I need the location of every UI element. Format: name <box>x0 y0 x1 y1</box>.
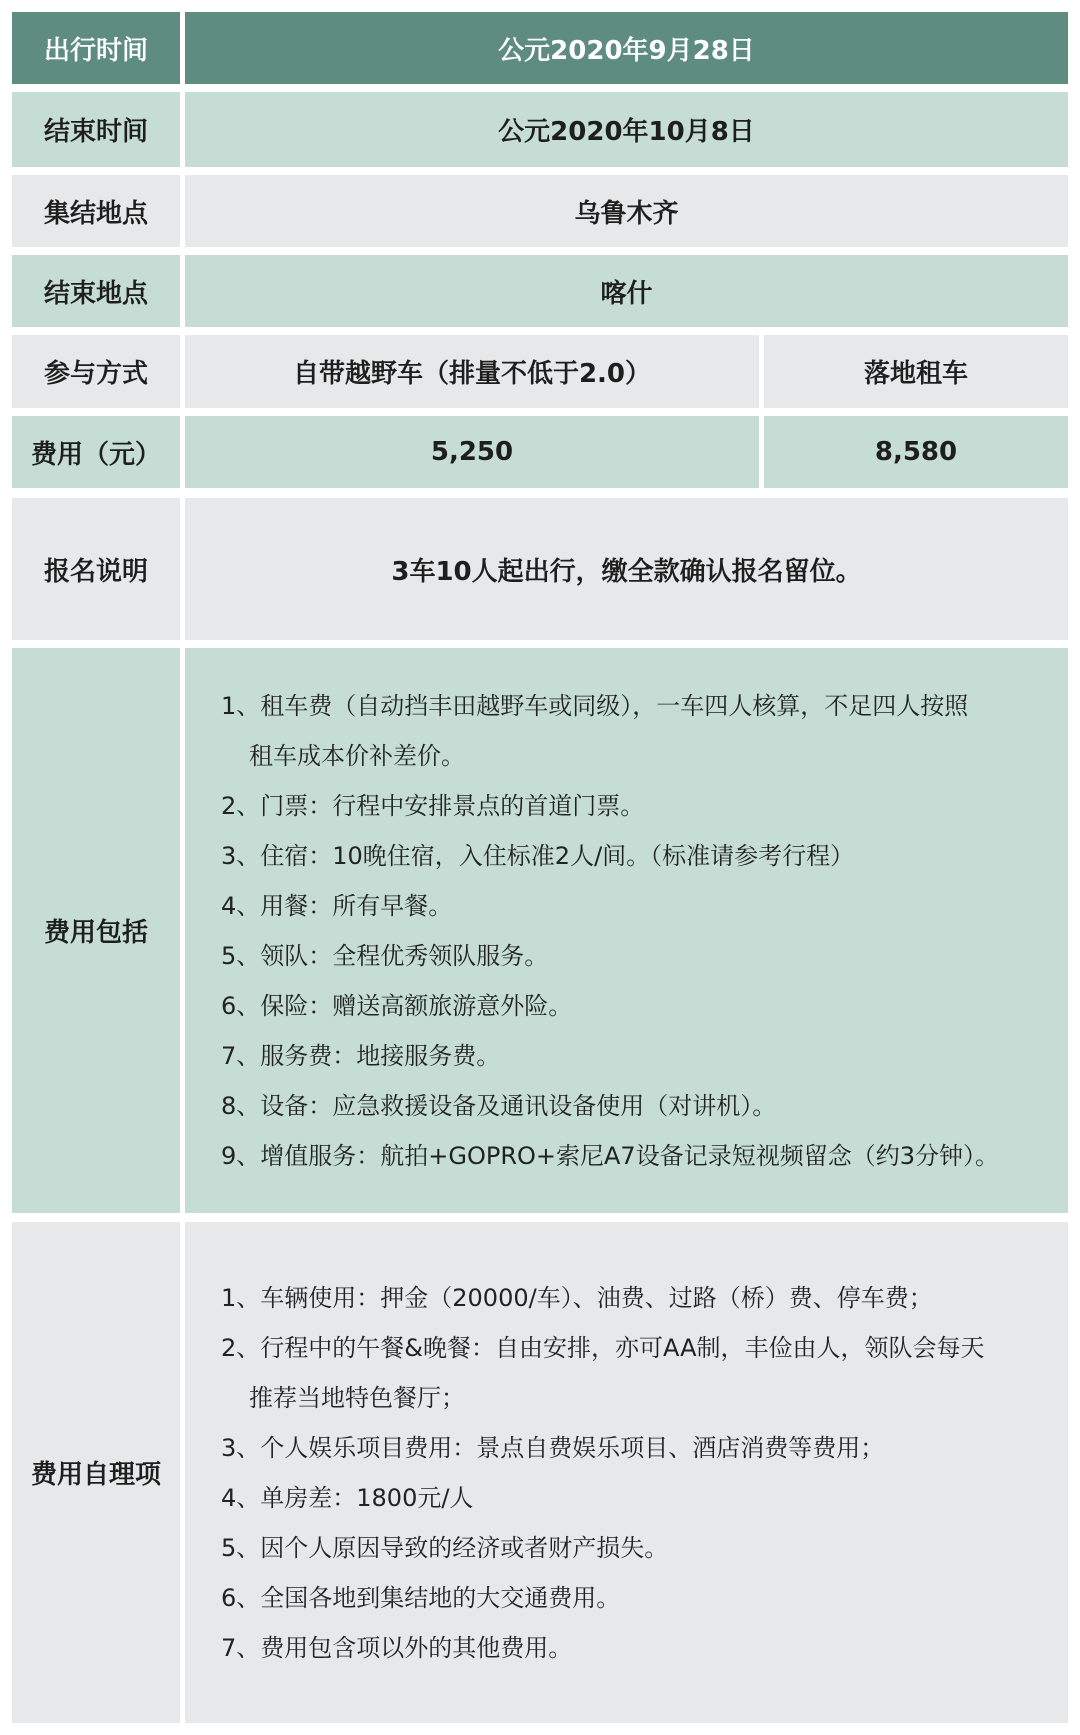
included-list <box>221 681 999 1181</box>
excluded-list <box>221 1273 985 1673</box>
excluded-item: 2、行程中的午餐&晚餐：自由安排，亦可AA制，丰俭由人，领队会每天 <box>221 1333 985 1362</box>
included-item: 2、门票：行程中安排景点的首道门票。 <box>221 791 645 820</box>
included-item: 4、用餐：所有早餐。 <box>221 891 453 920</box>
excluded-item: 推荐当地特色餐厅； <box>249 1383 465 1412</box>
excluded-item: 1、车辆使用：押金（20000/车）、油费、过路（桥）费、停车费； <box>221 1283 933 1312</box>
depart-value: 公元2020年9月28日 <box>185 12 1068 84</box>
excluded-item: 4、单房差：1800元/人 <box>221 1483 474 1512</box>
excluded-list-cell <box>185 1222 1068 1723</box>
signup-label: 报名说明 <box>12 498 180 640</box>
included-list-cell <box>185 648 1068 1213</box>
fee-own-car: 5,250 <box>185 416 759 488</box>
gather-place-label: 集结地点 <box>12 175 180 247</box>
fee-rental: 8,580 <box>764 416 1068 488</box>
included-item: 6、保险：赠送高额旅游意外险。 <box>221 991 573 1020</box>
fee-label: 费用（元） <box>12 416 180 488</box>
excluded-item: 3、个人娱乐项目费用：景点自费娱乐项目、酒店消费等费用； <box>221 1433 885 1462</box>
excluded-item: 5、因个人原因导致的经济或者财产损失。 <box>221 1533 669 1562</box>
gather-place-value: 乌鲁木齐 <box>185 175 1068 247</box>
included-label: 费用包括 <box>12 648 180 1213</box>
depart-label: 出行时间 <box>12 12 180 84</box>
end-place-label: 结束地点 <box>12 255 180 327</box>
included-item: 1、租车费（自动挡丰田越野车或同级），一车四人核算，不足四人按照 <box>221 691 969 720</box>
excluded-item: 7、费用包含项以外的其他费用。 <box>221 1633 573 1662</box>
end-time-value: 公元2020年10月8日 <box>185 92 1068 167</box>
included-item: 5、领队：全程优秀领队服务。 <box>221 941 549 970</box>
excluded-item: 6、全国各地到集结地的大交通费用。 <box>221 1583 621 1612</box>
included-item: 9、增值服务：航拍+GOPRO+索尼A7设备记录短视频留念（约3分钟）。 <box>221 1141 999 1170</box>
included-item: 7、服务费：地接服务费。 <box>221 1041 501 1070</box>
included-item: 租车成本价补差价。 <box>249 741 465 770</box>
mode-option-own-car: 自带越野车（排量不低于2.0） <box>185 335 759 408</box>
end-time-label: 结束时间 <box>12 92 180 167</box>
mode-option-rental: 落地租车 <box>764 335 1068 408</box>
end-place-value: 喀什 <box>185 255 1068 327</box>
included-item: 3、住宿：10晚住宿，入住标准2人/间。（标准请参考行程） <box>221 841 855 870</box>
included-item: 8、设备：应急救援设备及通讯设备使用（对讲机）。 <box>221 1091 777 1120</box>
signup-text: 3车10人起出行，缴全款确认报名留位。 <box>185 498 1068 640</box>
mode-label: 参与方式 <box>12 335 180 408</box>
excluded-label: 费用自理项 <box>12 1222 180 1723</box>
